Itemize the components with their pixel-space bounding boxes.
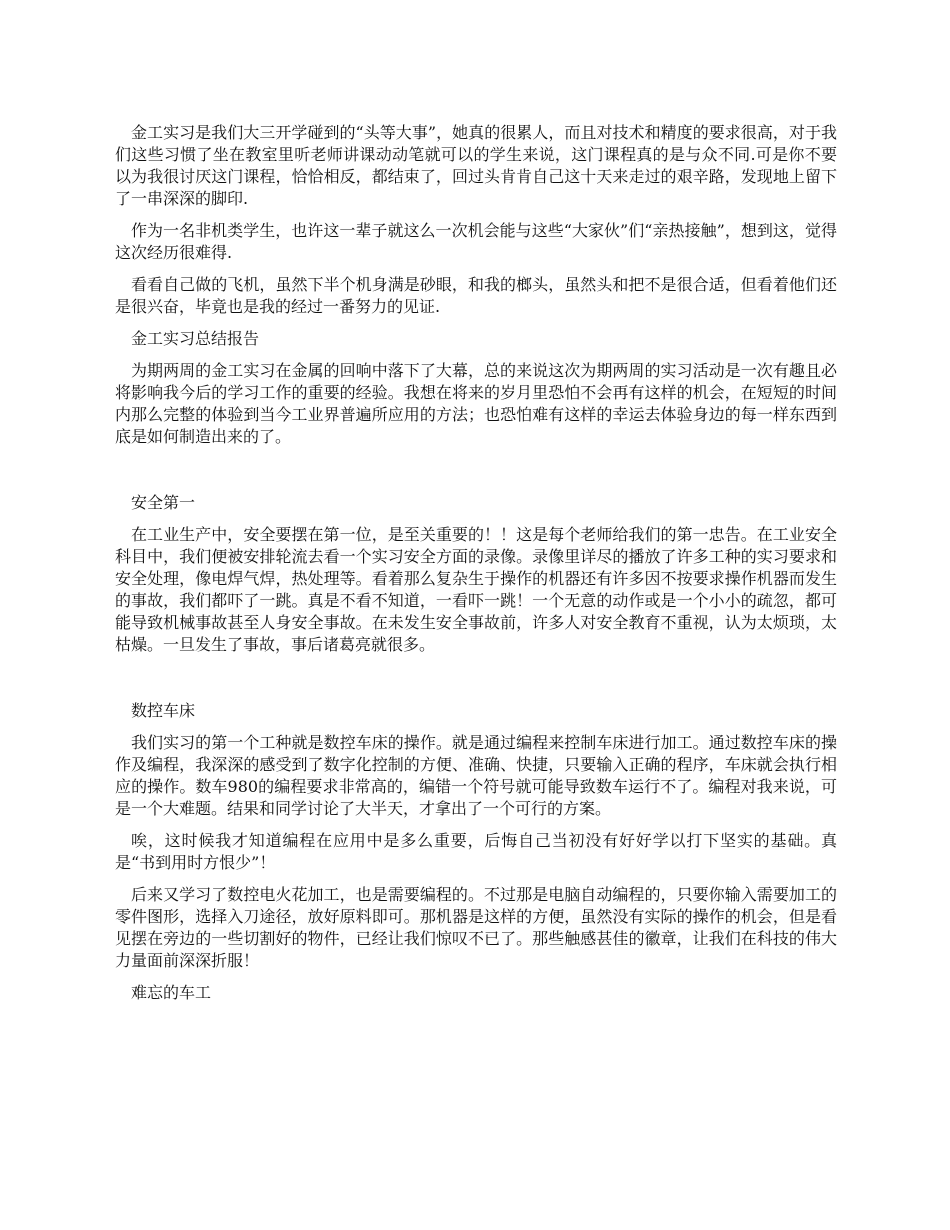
paragraph-safety: 在工业生产中，安全要摆在第一位，是至关重要的！！这是每个老师给我们的第一忠告。在工业安全科目中，我们便被安排轮流去看一个实习安全方面的录像。录像里详尽的播放了许多工种的实习要求和安全处理，像电焊气焊，热处理等。看着那么复杂生于操作的机器还有许多因不按要求操作机器而发生的事故，我们都吓了一跳。真是不看不知道，一看吓一跳！一个无意的动作或是一个小小的疏忽，都可能导致机械事故甚至人身安全事故。在未发生安全事故前，许多人对安全教育不重视，认为太烦琐，太枯燥。一旦发生了事故，事后诸葛亮就很多。 [115, 525, 837, 654]
paragraph-non-mechanical-student: 作为一名非机类学生，也许这一辈子就这么一次机会能与这些“大家伙”们“亲热接触”，想到这，觉得这次经历很难得. [115, 221, 837, 262]
paragraph-edm: 后来又学习了数控电火花加工，也是需要编程的。不过那是电脑自动编程的，只要你输入需要加工的零件图形，选择入刀途径，放好原料即可。那机器是这样的方便，虽然没有实际的操作的机会，但是看见摆在旁边的一些切割好的物件，已经让我们惊叹不已了。那些触感甚佳的徽章，让我们在科技的伟大力量面前深深折服！ [115, 885, 837, 970]
document-page [115, 122, 837, 1004]
paragraph-cnc-lathe: 我们实习的第一个工种就是数控车床的操作。就是通过编程来控制车床进行加工。通过数控车床的操作及编程，我深深的感受到了数字化控制的方便、准确、快捷，只要输入正确的程序，车床就会执行相应的操作。数车980的编程要求非常高的，编错一个符号就可能导致数车运行不了。编程对我来说，可是一个大难题。结果和同学讨论了大半天，才拿出了一个可行的方案。 [115, 733, 837, 818]
paragraph-programming-regret: 唉，这时候我才知道编程在应用中是多么重要，后悔自己当初没有好好学以打下坚实的基础。真是“书到用时方恨少”！ [115, 831, 837, 872]
heading-summary-report: 金工实习总结报告 [131, 329, 260, 348]
paragraph-intro: 金工实习是我们大三开学碰到的“头等大事”，她真的很累人，而且对技术和精度的要求很高，对于我们这些习惯了坐在教室里听老师讲课动动笔就可以的学生来说，这门课程真的是与众不同.可是你不要以为我很讨厌这门课程，恰恰相反，都结束了，回过头肯肯自己这十天来走过的艰辛路，发现地上留下了一串深深的脚印. [115, 123, 837, 208]
paragraph-airplane-hammer: 看看自己做的飞机，虽然下半个机身满是砂眼，和我的榔头，虽然头和把不是很合适，但看着他们还是很兴奋，毕竟也是我的经过一番努力的见证. [115, 275, 837, 316]
heading-safety-first: 安全第一 [131, 493, 196, 512]
paragraph-two-week-internship: 为期两周的金工实习在金属的回响中落下了大幕，总的来说这次为期两周的实习活动是一次有趣且必将影响我今后的学习工作的重要的经验。我想在将来的岁月里恐怕不会再有这样的机会，在短短的时间内那么完整的体验到当今工业界普遍所应用的方法；也恐怕难有这样的幸运去体验身边的每一样东西到底是如何制造出来的了。 [115, 361, 837, 446]
heading-memorable-turning: 难忘的车工 [131, 983, 212, 1002]
heading-cnc-lathe: 数控车床 [131, 701, 196, 720]
